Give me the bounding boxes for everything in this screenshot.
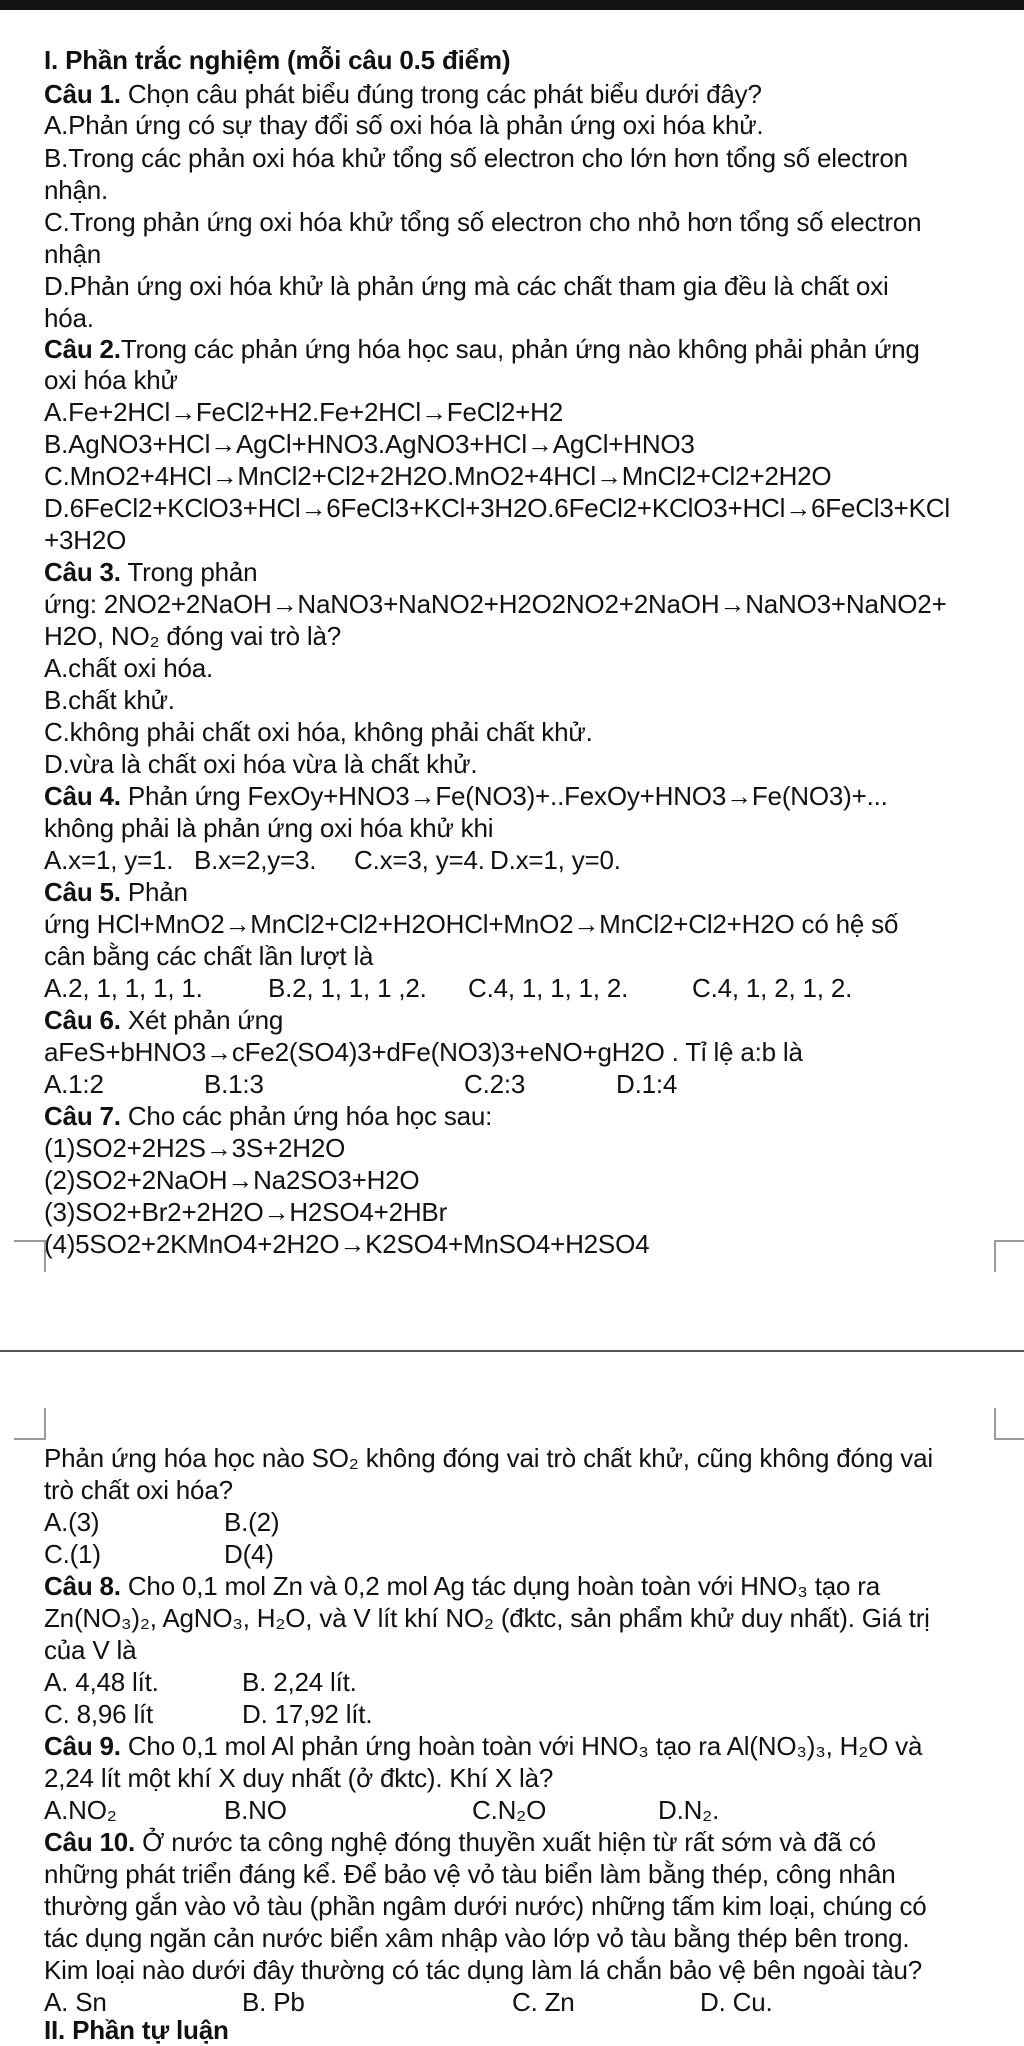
- q5-option-d: C.4, 1, 2, 1, 2.: [692, 973, 853, 1003]
- q8-title-text: Cho 0,1 mol Zn và 0,2 mol Ag tác dụng hoàn toàn với HNO₃ tạo ra: [127, 1571, 880, 1601]
- q8-option-b: B. 2,24 lít.: [242, 1667, 357, 1697]
- q9-option-d: D.N₂.: [658, 1795, 720, 1825]
- q4-option-c: C.x=3, y=4.: [354, 845, 485, 875]
- q6-option-b: B.1:3: [204, 1069, 264, 1099]
- q8-option-c: C. 8,96 lít: [44, 1699, 154, 1729]
- q4-title-text: Phản ứng FexOy+HNO3→Fe(NO3)+..FexOy+HNO3→Fe(NO3)+...: [127, 781, 888, 811]
- q3-option-b: B.chất khử.: [44, 685, 175, 715]
- crop-corner-top-right: [994, 1240, 1024, 1272]
- q6-option-c: C.2:3: [464, 1069, 526, 1099]
- q10-line2: những phát triển đáng kể. Để bảo vệ vỏ tàu biển làm bằng thép, công nhân: [44, 1859, 896, 1889]
- q2-title-text: Trong các phản ứng hóa học sau, phản ứng nào không phải phản ứng: [120, 334, 920, 364]
- q7-title-text: Cho các phản ứng hóa học sau:: [127, 1101, 493, 1131]
- q10-option-b: B. Pb: [242, 1987, 305, 2017]
- q3-title-text: Trong phản: [127, 557, 258, 587]
- q8-label: Câu 8.: [44, 1571, 121, 1601]
- q1-option-b-line2: nhận.: [44, 175, 109, 205]
- q2-title-line2: oxi hóa khử: [44, 365, 178, 395]
- top-edge-bar: [0, 0, 1024, 10]
- q2-option-c: C.MnO2+4HCl→MnCl2+Cl2+2H2O.MnO2+4HCl→MnCl2+Cl2+2H2O: [44, 461, 832, 491]
- q10-line3: thường gắn vào vỏ tàu (phần ngâm dưới nước) những tấm kim loại, chúng có: [44, 1891, 927, 1921]
- q10-label: Câu 10.: [44, 1827, 136, 1857]
- q10-title-line1: [44, 1826, 876, 1858]
- q10-line5: Kim loại nào dưới đây thường có tác dụng làm lá chắn bảo vệ bên ngoài tàu?: [44, 1955, 923, 1985]
- q2-option-d-line1: D.6FeCl2+KClO3+HCl→6FeCl3+KCl+3H2O.6FeCl2+KClO3+HCl→6FeCl3+KCl: [44, 493, 950, 523]
- q1-option-c-line2: nhận: [44, 239, 102, 269]
- q1-option-a: A.Phản ứng có sự thay đổi số oxi hóa là phản ứng oxi hóa khử.: [44, 110, 764, 140]
- q1-option-b-line1: B.Trong các phản oxi hóa khử tổng số electron cho lớn hơn tổng số electron: [44, 143, 908, 173]
- q9-title-line2: 2,24 lít một khí X duy nhất (ở đktc). Khí X là?: [44, 1763, 554, 1793]
- crop-corner-bottom-right: [994, 1408, 1024, 1440]
- q5-option-c: C.4, 1, 1, 1, 2.: [468, 973, 629, 1003]
- q1-option-d-line1: D.Phản ứng oxi hóa khử là phản ứng mà các chất tham gia đều là chất oxi: [44, 271, 889, 301]
- q7-option-c: C.(1): [44, 1539, 101, 1569]
- q9-option-c: C.N₂O: [472, 1795, 547, 1825]
- q3-option-d: D.vừa là chất oxi hóa vừa là chất khử.: [44, 749, 478, 779]
- q3-option-a: A.chất oxi hóa.: [44, 653, 213, 683]
- q1-label: Câu 1.: [44, 79, 121, 109]
- q9-label: Câu 9.: [44, 1731, 121, 1761]
- q8-title-line3: của V là: [44, 1635, 137, 1665]
- q10-line4: tác dụng ngăn cản nước biển xâm nhập vào lớp vỏ tàu bằng thép bên trong.: [44, 1923, 910, 1953]
- q3-label: Câu 3.: [44, 557, 121, 587]
- q6-title-text: Xét phản ứng: [127, 1005, 284, 1035]
- q2-title-line1: [44, 333, 920, 365]
- q9-option-a: A.NO₂: [44, 1795, 117, 1825]
- q7-reaction-3: (3)SO2+Br2+2H2O→H2SO4+2HBr: [44, 1197, 448, 1227]
- q4-option-a: A.x=1, y=1.: [44, 845, 174, 875]
- q7-option-a: A.(3): [44, 1507, 100, 1537]
- q5-option-a: A.2, 1, 1, 1, 1.: [44, 973, 203, 1003]
- q3-title-line1: [44, 556, 257, 588]
- q7-option-d: D(4): [224, 1539, 274, 1569]
- crop-corner-bottom-left: [14, 1408, 46, 1440]
- q10-option-a: A. Sn: [44, 1987, 107, 2017]
- q2-label: Câu 2.: [44, 334, 121, 364]
- crop-corner-top-left: [14, 1240, 46, 1272]
- q9-title-text: Cho 0,1 mol Al phản ứng hoàn toàn với HNO₃ tạo ra Al(NO₃)₃, H₂O và: [127, 1731, 923, 1761]
- q9-option-b: B.NO: [224, 1795, 287, 1825]
- section-title: I. Phần trắc nghiệm (mỗi câu 0.5 điểm): [44, 45, 511, 75]
- q10-option-d: D. Cu.: [700, 1987, 773, 2017]
- q7-reaction-1: (1)SO2+2H2S→3S+2H2O: [44, 1133, 346, 1163]
- q7-reaction-2: (2)SO2+2NaOH→Na2SO3+H2O: [44, 1165, 420, 1195]
- q1-title: [44, 78, 762, 110]
- q5-title-line3: cân bằng các chất lần lượt là: [44, 941, 374, 971]
- next-section-title: II. Phần tự luận: [44, 2015, 229, 2045]
- page-divider: [0, 1350, 1024, 1352]
- q4-title-line2: không phải là phản ứng oxi hóa khử khi: [44, 813, 494, 843]
- q6-title-line2: aFeS+bHNO3→cFe2(SO4)3+dFe(NO3)3+eNO+gH2O . Tỉ lệ a:b là: [44, 1037, 803, 1067]
- q5-title-line1: [44, 876, 188, 908]
- q5-title-text: Phản: [127, 877, 188, 907]
- q4-title-line1: [44, 780, 888, 812]
- q6-option-a: A.1:2: [44, 1069, 104, 1099]
- q1-option-d-line2: hóa.: [44, 303, 94, 333]
- q3-option-c: C.không phải chất oxi hóa, không phải chất khử.: [44, 717, 593, 747]
- q9-title-line1: [44, 1730, 922, 1762]
- q4-option-b: B.x=2,y=3.: [194, 845, 317, 875]
- q4-label: Câu 4.: [44, 781, 121, 811]
- q7-question-line1: Phản ứng hóa học nào SO₂ không đóng vai trò chất khử, cũng không đóng vai: [44, 1443, 933, 1473]
- q2-option-d-line2: +3H2O: [44, 525, 127, 555]
- q10-option-c: C. Zn: [512, 1987, 575, 2017]
- q3-title-line2: ứng: 2NO2+2NaOH→NaNO3+NaNO2+H2O2NO2+2NaOH→NaNO3+NaNO2+: [44, 589, 947, 619]
- q7-option-b: B.(2): [224, 1507, 280, 1537]
- q5-title-line2: ứng HCl+MnO2→MnCl2+Cl2+H2OHCl+MnO2→MnCl2+Cl2+H2O có hệ số: [44, 909, 899, 939]
- q1-option-c-line1: C.Trong phản ứng oxi hóa khử tổng số electron cho nhỏ hơn tổng số electron: [44, 207, 922, 237]
- q8-option-a: A. 4,48 lít.: [44, 1667, 159, 1697]
- q2-option-a: A.Fe+2HCl→FeCl2+H2.Fe+2HCl→FeCl2+H2: [44, 397, 563, 427]
- q6-label: Câu 6.: [44, 1005, 121, 1035]
- q5-label: Câu 5.: [44, 877, 121, 907]
- q7-reaction-4: (4)5SO2+2KMnO4+2H2O→K2SO4+MnSO4+H2SO4: [44, 1229, 650, 1259]
- q6-option-d: D.1:4: [616, 1069, 678, 1099]
- q8-option-d: D. 17,92 lít.: [242, 1699, 373, 1729]
- q10-title-text: Ở nước ta công nghệ đóng thuyền xuất hiện từ rất sớm và đã có: [142, 1827, 876, 1857]
- q7-question-line2: trò chất oxi hóa?: [44, 1475, 233, 1505]
- q3-title-line3: H2O, NO₂ đóng vai trò là?: [44, 621, 342, 651]
- q7-label: Câu 7.: [44, 1101, 121, 1131]
- q5-option-b: B.2, 1, 1, 1 ,2.: [268, 973, 427, 1003]
- q8-title-line2: Zn(NO₃)₂, AgNO₃, H₂O, và V lít khí NO₂ (đktc, sản phẩm khử duy nhất). Giá trị: [44, 1603, 930, 1633]
- q7-title: [44, 1100, 492, 1132]
- q6-title-line1: [44, 1004, 283, 1036]
- q1-title-text: Chọn câu phát biểu đúng trong các phát biểu dưới đây?: [127, 79, 762, 109]
- q8-title-line1: [44, 1570, 880, 1602]
- q4-option-d: D.x=1, y=0.: [490, 845, 621, 875]
- q2-option-b: B.AgNO3+HCl→AgCl+HNO3.AgNO3+HCl→AgCl+HNO3: [44, 429, 695, 459]
